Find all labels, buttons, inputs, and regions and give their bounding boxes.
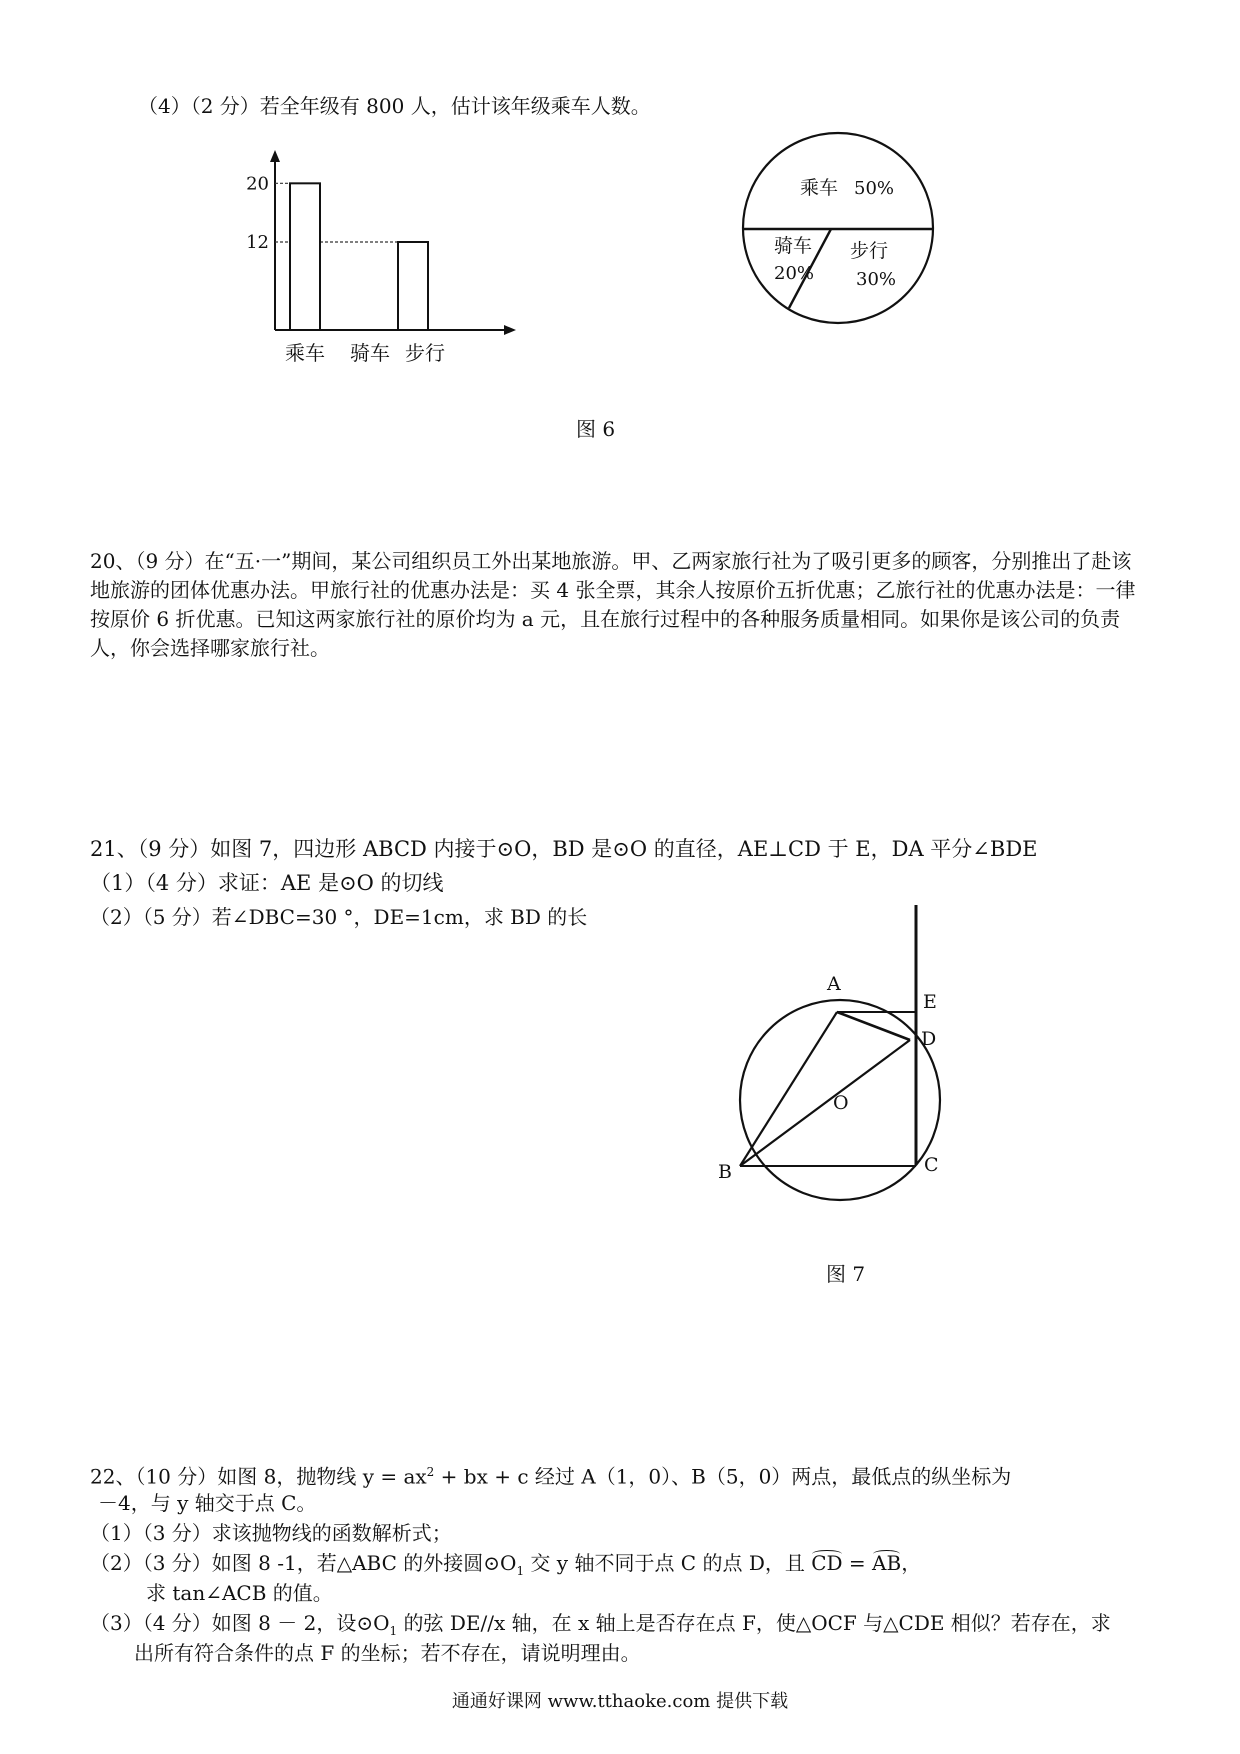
label-a: A: [827, 973, 841, 995]
y-tick-label-0: 20: [246, 173, 269, 195]
pie-percent-1: 20%: [774, 263, 815, 284]
q22-line1-b: + bx + c 经过 A（1，0）、B（5，0）两点，最低点的纵坐标为: [434, 1464, 1012, 1489]
q22-part3-b: 的弦 DE//x 轴，在 x 轴上是否存在点 F，使△OCF 与△CDE 相似？若存在，求: [397, 1611, 1111, 1635]
q21-part2: （2）（5 分）若∠DBC=30 °，DE=1cm，求 BD 的长: [90, 905, 588, 929]
q21-part1: （1）（4 分）求证：AE 是⊙O 的切线: [90, 871, 444, 895]
pie-label-0: 乘车: [800, 177, 839, 199]
pie-label-2: 步行: [850, 240, 889, 262]
q22-line1-a: 22、（10 分）如图 8，抛物线 y = ax: [90, 1464, 427, 1489]
segment-ab: [740, 1012, 837, 1166]
footer: 通通好课网 www.tthaoke.com 提供下载: [451, 1691, 789, 1712]
q22-line2: －4，与 y 轴交于点 C。: [98, 1491, 317, 1515]
segment-bd: [740, 1040, 910, 1166]
q22-line1: [90, 1458, 1011, 1491]
q22-part1: （1）（3 分）求该抛物线的函数解析式；: [90, 1521, 452, 1545]
q22-part3-sub: 1: [389, 1624, 398, 1638]
q22-line1-sup: 2: [426, 1465, 435, 1479]
q22-part3-a: （3）（4 分）如图 8 － 2，设⊙O: [90, 1611, 390, 1635]
pie-percent-2: 30%: [856, 269, 897, 290]
label-e: E: [923, 991, 937, 1013]
q22-part2-c: ，: [901, 1551, 922, 1575]
bar-2: [398, 242, 428, 330]
bar-0: [290, 183, 320, 330]
category-label-0: 乘车: [285, 341, 325, 365]
label-b: B: [718, 1161, 732, 1183]
category-label-1: 骑车: [350, 341, 390, 365]
q21-stem: 21、（9 分）如图 7，四边形 ABCD 内接于⊙O，BD 是⊙O 的直径，AE⊥CD 于 E，DA 平分∠BDE: [90, 837, 1038, 861]
q22-part2-b: 交 y 轴不同于点 C 的点 D，且: [524, 1551, 812, 1575]
figure-7: [715, 905, 975, 1235]
label-c: C: [924, 1154, 939, 1176]
y-tick-label-1: 12: [246, 232, 269, 253]
label-o: O: [833, 1092, 849, 1114]
segment-ad: [837, 1012, 910, 1040]
arc-ab: AB: [872, 1551, 902, 1575]
bar-chart: [220, 150, 520, 365]
q22-part2-line2: 求 tan∠ACB 的值。: [146, 1581, 333, 1605]
q19-part4-text: （4）（2 分）若全年级有 800 人，估计该年级乘车人数。: [138, 94, 651, 118]
pie-chart: [738, 128, 938, 328]
q22-part2-sub: 1: [516, 1564, 525, 1578]
q22-part2-a: （2）（3 分）如图 8 -1，若△ABC 的外接圆⊙O: [90, 1551, 517, 1575]
y-axis-arrow: [270, 150, 280, 162]
q22-part2-eq: =: [842, 1551, 873, 1575]
label-d: D: [921, 1028, 937, 1050]
pie-label-1: 骑车: [774, 235, 813, 257]
x-axis-arrow: [504, 325, 516, 335]
fig6-caption: 图 6: [576, 417, 616, 441]
q20-text: 20、（9 分）在“五·一”期间，某公司组织员工外出某地旅游。甲、乙两家旅行社为了吸引更多的顾客，分别推出了赴该地旅游的团体优惠办法。甲旅行社的优惠办法是：买 4 张全票，其余人按原价五折优惠；乙旅行社的优惠办法是：一律按原价 6 折优惠。已知这两家旅行社的原价均为 a 元，且在旅行过程中的各种服务质量相同。如果你是该公司的负责人，你会选择哪家旅行社。: [90, 549, 1136, 660]
pie-percent-0: 50%: [854, 178, 895, 199]
q22-part3-line2: 出所有符合条件的点 F 的坐标；若不存在，请说明理由。: [134, 1641, 641, 1665]
category-label-2: 步行: [405, 341, 445, 365]
fig7-caption: 图 7: [826, 1262, 866, 1286]
arc-cd: CD: [811, 1551, 843, 1575]
